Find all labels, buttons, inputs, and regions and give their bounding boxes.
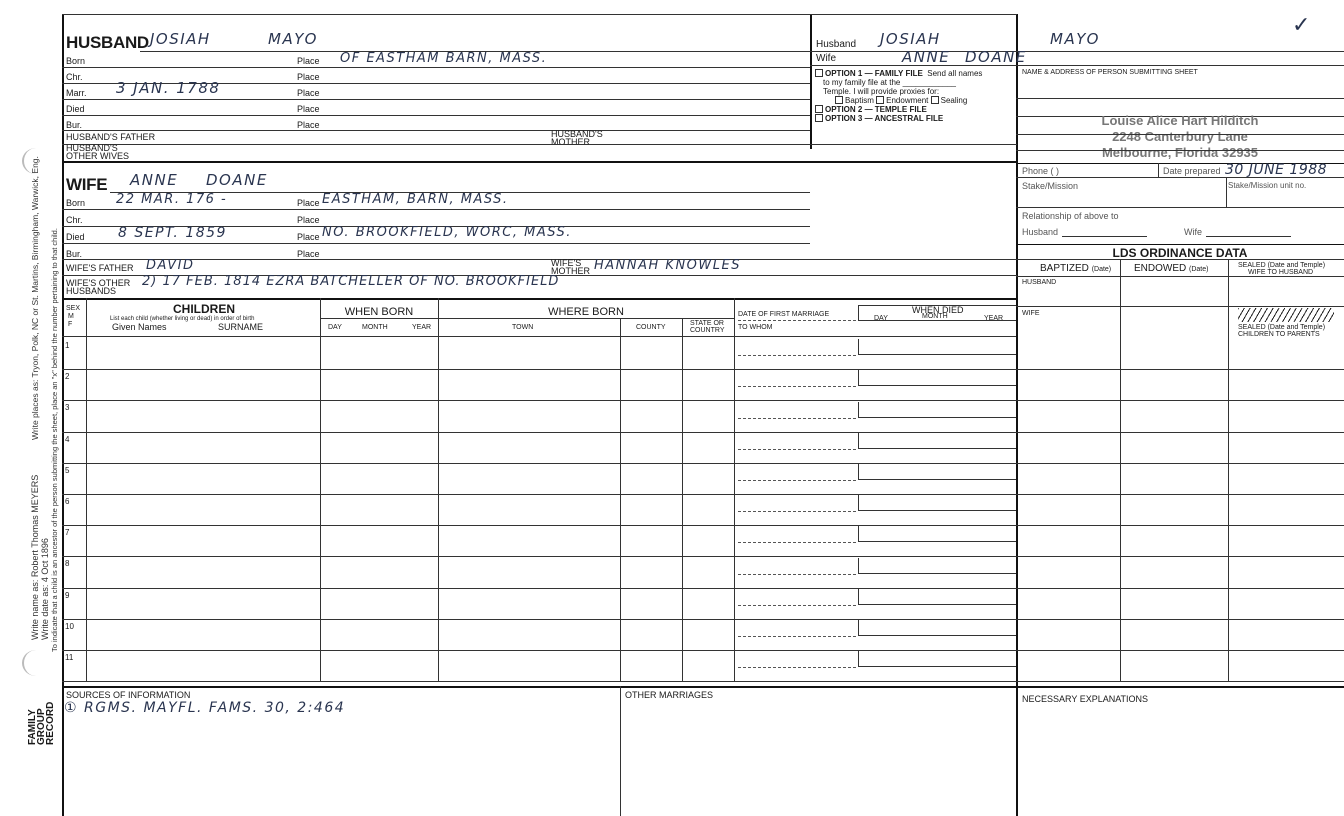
date-prepared-label: Date prepared xyxy=(1163,166,1221,176)
lds-row-line xyxy=(1016,463,1344,464)
row-marriage-dash xyxy=(738,574,856,575)
col-state-1: STATE OR xyxy=(690,320,724,327)
rel-wife-line xyxy=(1206,236,1291,237)
husband-marr-line xyxy=(62,99,810,100)
wife-mother-label-2: MOTHER xyxy=(551,266,590,276)
husband-marr-place-label: Place xyxy=(297,88,320,98)
option-1: OPTION 1 — FAMILY FILE Send all names to my family file at the ____________ Temple. I will provide proxies for: Baptism Endowment Sealing OPTION 2 — TEMPLE FILE OPTION 3 — ANCESTRAL FILE xyxy=(815,69,1015,123)
footer-divider xyxy=(620,686,621,816)
row-marriage-dash xyxy=(738,542,856,543)
col-to-whom: TO WHOM xyxy=(738,324,773,331)
husband-born-place-label: Place xyxy=(297,56,320,66)
husband-born-line xyxy=(62,67,810,68)
husband-died-label: Died xyxy=(66,104,85,114)
punch-hole-bottom xyxy=(22,650,50,676)
wife-born-line xyxy=(62,209,810,210)
stake-line xyxy=(1016,207,1344,208)
husband-bur-line xyxy=(62,130,810,131)
row-when-died-box xyxy=(858,464,1016,480)
submitter-street: 2248 Canterbury Lane xyxy=(1112,129,1248,144)
wife-given: ANNE xyxy=(130,171,179,189)
husband-died-line xyxy=(62,115,810,116)
wife-chr-place-label: Place xyxy=(297,215,320,225)
when-died-box xyxy=(858,305,1016,321)
wife-other-label-1: WIFE'S OTHER xyxy=(66,278,131,288)
husband-marr: 3 JAN. 1788 xyxy=(116,79,221,97)
table-row xyxy=(62,338,1016,369)
col-year: YEAR xyxy=(412,324,432,331)
other-marriages-label: OTHER MARRIAGES xyxy=(625,690,714,700)
wife-other: 2) 17 FEB. 1814 EZRA BATCHELLER OF NO. BROOKFIELD xyxy=(142,274,560,289)
lds-title: LDS ORDINANCE DATA xyxy=(1112,246,1248,260)
relationship-label: Relationship of above to xyxy=(1022,211,1119,221)
col-state-2: COUNTRY xyxy=(690,327,725,334)
family-group-record-label xyxy=(28,685,55,745)
rel-husband-label: Husband xyxy=(1022,227,1059,237)
option-1-baptism: Baptism xyxy=(845,96,874,105)
row-when-died-box xyxy=(858,589,1016,605)
row-number: 6 xyxy=(65,497,70,506)
table-row xyxy=(62,494,1016,525)
row-when-died-box xyxy=(858,620,1016,636)
col-county: COUNTY xyxy=(636,324,666,331)
row-marriage-dash xyxy=(738,355,856,356)
husband-mother-label-1: HUSBAND'S xyxy=(551,129,603,139)
col-where-born: WHERE BORN xyxy=(548,306,624,318)
stake-unit-label: Stake/Mission unit no. xyxy=(1228,181,1307,190)
col-surname: SURNAME xyxy=(218,322,264,332)
husband-died-place-label: Place xyxy=(297,104,320,114)
row-number: 3 xyxy=(65,403,70,413)
option-2: OPTION 2 — TEMPLE FILE xyxy=(825,105,927,114)
row-marriage-dash xyxy=(738,386,856,387)
table-row xyxy=(62,556,1016,587)
option-1-checkbox[interactable] xyxy=(815,69,823,77)
side-instruction-date: Write date as: 4 Oct 1896 xyxy=(40,538,50,640)
col-when-born: WHEN BORN xyxy=(344,306,414,318)
husband-chr-label: Chr. xyxy=(66,72,83,82)
husband-marr-label: Marr. xyxy=(66,88,87,98)
option-3: OPTION 3 — ANCESTRAL FILE xyxy=(825,114,944,123)
wife-died-label: Died xyxy=(66,232,85,242)
col-died-month: MONTH xyxy=(922,313,948,320)
husband-chr-place-label: Place xyxy=(297,72,320,82)
table-row xyxy=(62,463,1016,494)
row-line xyxy=(62,681,1016,682)
lds-row-line xyxy=(1016,588,1344,589)
lds-row-line xyxy=(1016,369,1344,370)
header-checkmark: ✓ xyxy=(1292,13,1312,38)
row-when-died-box xyxy=(858,339,1016,355)
husband-born-place: OF EASTHAM BARN, MASS. xyxy=(340,51,548,66)
rel-husband-line xyxy=(1062,236,1147,237)
lds-sealed-children-1: SEALED (Date and Temple) xyxy=(1238,324,1326,331)
first-marriage-dash xyxy=(738,320,856,321)
lds-sealed-children-2: CHILDREN TO PARENTS xyxy=(1238,331,1320,338)
wife-bur-place-label: Place xyxy=(297,249,320,259)
lds-col-1 xyxy=(1120,259,1121,681)
table-row xyxy=(62,619,1016,650)
submitter-line-4 xyxy=(1016,150,1344,151)
wife-other-label-2: HUSBANDS xyxy=(66,286,117,296)
wife-died: 8 SEPT. 1859 xyxy=(118,225,227,241)
wife-mother-label-1: WIFE'S xyxy=(551,258,582,268)
header-husband-given: JOSIAH xyxy=(880,30,941,48)
lds-hatched-area xyxy=(1238,308,1334,322)
top-border xyxy=(62,14,1017,15)
option-3-checkbox[interactable] xyxy=(815,114,823,122)
lds-sealed-2: WIFE TO HUSBAND xyxy=(1248,269,1314,276)
col-day: DAY xyxy=(328,324,342,331)
lds-row-line xyxy=(1016,494,1344,495)
table-row xyxy=(62,432,1016,463)
header-husband-label: Husband xyxy=(816,39,857,50)
lds-baptized-label: BAPTIZED xyxy=(1040,263,1089,274)
option-1-title: OPTION 1 — FAMILY FILE xyxy=(825,69,923,78)
husband-parents-line xyxy=(62,144,1017,145)
lds-col-2 xyxy=(1228,259,1229,681)
phone-line xyxy=(1016,177,1344,178)
col-sex: SEX xyxy=(66,305,81,312)
side-instruction-name: Write name as: Robert Thomas MEYERS xyxy=(30,474,40,640)
header-wife-label: Wife xyxy=(816,53,836,64)
sources-text: ① RGMS. MAYFL. FAMS. 30, 2:464 xyxy=(64,700,346,716)
submitter-label: NAME & ADDRESS OF PERSON SUBMITTING SHEET xyxy=(1022,69,1198,76)
col-children: CHILDREN xyxy=(173,302,235,316)
lds-row-line xyxy=(1016,432,1344,433)
table-row xyxy=(62,588,1016,619)
sealing-checkbox[interactable] xyxy=(931,96,939,104)
lds-row-line xyxy=(1016,525,1344,526)
where-born-line xyxy=(438,318,734,319)
col-died-day: DAY xyxy=(874,315,888,322)
option-1-line3: Temple. I will provide proxies for: xyxy=(823,87,940,96)
submitter-line-1 xyxy=(1016,98,1344,99)
col-given: Given Names xyxy=(112,322,167,332)
row-number: 11 xyxy=(65,653,74,662)
rel-wife-label: Wife xyxy=(1184,227,1202,237)
wife-born-place-label: Place xyxy=(297,198,320,208)
row-marriage-dash xyxy=(738,667,856,668)
wife-surname: DOANE xyxy=(206,171,268,189)
wife-bur-line xyxy=(62,259,1017,260)
lds-endowed-label: ENDOWED xyxy=(1134,263,1187,274)
family-label-3: RECORD xyxy=(45,701,56,745)
lds-row-line xyxy=(1016,400,1344,401)
option-1-endowment: Endowment xyxy=(886,96,929,105)
sources-label: SOURCES OF INFORMATION xyxy=(66,690,191,700)
lds-row-line xyxy=(1016,556,1344,557)
baptism-checkbox[interactable] xyxy=(835,96,843,104)
phone-label: Phone ( ) xyxy=(1022,166,1060,176)
husband-father-label: HUSBAND'S FATHER xyxy=(66,132,156,142)
wife-born: 22 MAR. 176 - xyxy=(116,192,228,207)
col-month: MONTH xyxy=(362,324,388,331)
husband-bur-label: Bur. xyxy=(66,120,83,130)
wife-mother: HANNAH KNOWLES xyxy=(594,258,741,273)
husband-born-label: Born xyxy=(66,56,86,66)
row-marriage-dash xyxy=(738,511,856,512)
husband-heading: HUSBAND xyxy=(66,33,149,52)
submitter-name: Louise Alice Hart Hilditch xyxy=(1101,113,1259,128)
row-number: 1 xyxy=(65,341,70,350)
table-end xyxy=(62,686,1344,688)
table-row xyxy=(62,400,1016,431)
col-when-died: WHEN DIED xyxy=(912,305,964,315)
lds-baptized-date: (Date) xyxy=(1091,266,1112,273)
lds-title-line xyxy=(1016,259,1344,260)
option-1-sealing: Sealing xyxy=(940,96,968,105)
row-when-died-box xyxy=(858,558,1016,574)
col-sex-f: F xyxy=(68,321,73,328)
lds-husband-line xyxy=(1016,306,1344,307)
lds-baptized xyxy=(1040,264,1111,275)
row-marriage-dash xyxy=(738,480,856,481)
submitter-city: Melbourne, Florida 32935 xyxy=(1101,145,1259,160)
header-wife-line xyxy=(810,65,1344,66)
center-divider xyxy=(810,14,812,149)
wife-bur-label: Bur. xyxy=(66,249,83,259)
endowment-checkbox[interactable] xyxy=(876,96,884,104)
side-instruction-places: Write places as: Tryon, Polk, NC or St. Martins, Birmingham, Warwick, Eng. xyxy=(30,156,40,440)
option-1-send: Send all names xyxy=(927,69,983,78)
wife-died-line xyxy=(62,243,810,244)
header-husband-surname: MAYO xyxy=(1050,30,1100,48)
wife-chr-label: Chr. xyxy=(66,215,83,225)
explanations-label: NECESSARY EXPLANATIONS xyxy=(1022,694,1149,704)
wife-section-end xyxy=(62,298,1017,300)
husband-other-wives-1: HUSBAND'S xyxy=(66,143,118,153)
row-when-died-box xyxy=(858,402,1016,418)
family-label-1: FAMILY xyxy=(27,709,38,745)
header-husband-line xyxy=(810,51,1344,52)
col-died-year: YEAR xyxy=(984,315,1004,322)
husband-section-end xyxy=(62,161,1017,163)
row-when-died-box xyxy=(858,495,1016,511)
table-row xyxy=(62,650,1016,681)
family-label-2: GROUP xyxy=(36,708,47,745)
table-row xyxy=(62,369,1016,400)
relationship-end xyxy=(1016,244,1344,245)
lds-header-line xyxy=(1016,276,1344,277)
lds-husband: HUSBAND xyxy=(1022,279,1057,286)
lds-endowed xyxy=(1134,264,1208,275)
col-first-marriage: DATE OF FIRST MARRIAGE xyxy=(738,311,830,318)
lds-sealed-1: SEALED (Date and Temple) xyxy=(1238,262,1326,269)
row-number: 2 xyxy=(65,372,70,382)
husband-bur-place-label: Place xyxy=(297,120,320,130)
row-number: 7 xyxy=(65,528,70,538)
wife-died-place: NO. BROOKFIELD, WORC, MASS. xyxy=(322,225,572,240)
date-prepared: 30 JUNE 1988 xyxy=(1225,162,1328,178)
row-when-died-box xyxy=(858,370,1016,386)
row-when-died-box xyxy=(858,433,1016,449)
wife-born-place: EASTHAM, BARN, MASS. xyxy=(322,192,509,207)
children-header-end xyxy=(62,336,1016,337)
row-number: 8 xyxy=(65,559,70,569)
husband-given: JOSIAH xyxy=(150,30,211,48)
wife-died-place-label: Place xyxy=(297,232,320,242)
lds-row-line xyxy=(1016,681,1344,682)
option-2-checkbox[interactable] xyxy=(815,105,823,113)
when-born-line xyxy=(320,318,438,319)
col-children-sub: List each child (whether living or dead) in order of birth xyxy=(110,316,255,322)
wife-heading: WIFE xyxy=(66,175,108,194)
row-number: 4 xyxy=(65,434,70,444)
row-when-died-box xyxy=(858,526,1016,542)
husband-other-wives-2: OTHER WIVES xyxy=(66,151,130,161)
row-marriage-dash xyxy=(738,636,856,637)
row-when-died-box xyxy=(858,651,1016,667)
row-number: 9 xyxy=(65,590,70,600)
lds-row-line xyxy=(1016,619,1344,620)
phone-divider xyxy=(1158,163,1159,177)
lds-endowed-date: (Date) xyxy=(1189,266,1209,273)
row-marriage-dash xyxy=(738,449,856,450)
row-marriage-dash xyxy=(738,418,856,419)
stake-label: Stake/Mission xyxy=(1022,181,1079,191)
stake-divider xyxy=(1226,177,1227,207)
col-town: TOWN xyxy=(512,324,534,331)
wife-born-label: Born xyxy=(66,198,86,208)
table-row xyxy=(62,525,1016,556)
row-number: 10 xyxy=(65,621,74,631)
husband-surname: MAYO xyxy=(268,30,318,48)
row-number: 5 xyxy=(65,465,70,475)
option-1-line2: to my family file at the xyxy=(823,78,901,87)
side-instruction-ancestor: To indicate that a child is an ancestor of the person submitting the sheet, place an "x" behind the number pertaining to that child. xyxy=(50,228,59,652)
wife-father: DAVID xyxy=(146,258,195,273)
header-wife-given: ANNE xyxy=(902,48,951,66)
header-wife-surname: DOANE xyxy=(965,48,1027,66)
lds-row-line xyxy=(1016,650,1344,651)
submitter-line-3 xyxy=(1016,134,1344,135)
wife-father-label: WIFE'S FATHER xyxy=(66,263,134,273)
col-sex-m: M xyxy=(68,313,74,320)
husband-mother-label-2: MOTHER xyxy=(551,137,590,147)
lds-wife: WIFE xyxy=(1022,310,1040,317)
row-marriage-dash xyxy=(738,605,856,606)
